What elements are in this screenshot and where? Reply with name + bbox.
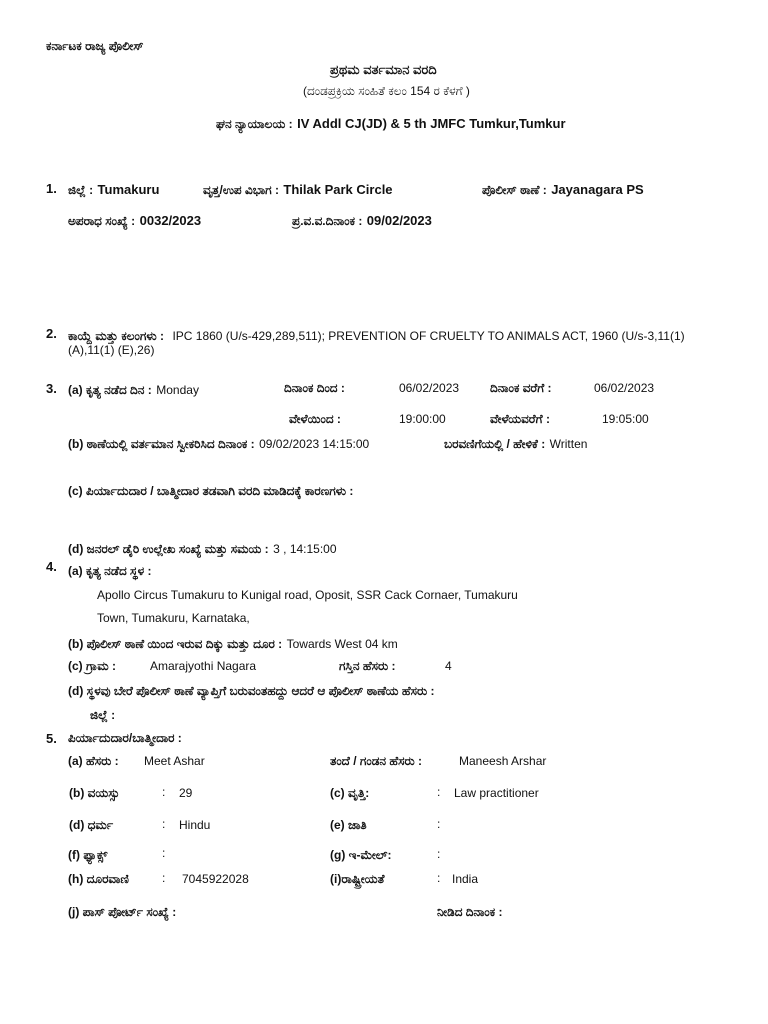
general-diary-value: 3 , 14:15:00 <box>273 542 337 556</box>
district-field <box>68 182 159 198</box>
time-from-label: ವೇಳೆಯಿಂದ : <box>289 412 341 426</box>
acts-label: ಕಾಯ್ದೆ ಮತ್ತು ಕಲಂಗಳು : <box>68 329 164 343</box>
direction-distance-value: Towards West 04 km <box>286 637 398 651</box>
religion-label: (d) ಧರ್ಮ <box>69 818 114 832</box>
beat-value: 4 <box>445 659 452 673</box>
date-from-value: 06/02/2023 <box>399 381 460 395</box>
document-subtitle: (ದಂಡಪ್ರಕ್ರಿಯ ಸಂಹಿತೆ ಕಲಂ 154 ರ ಕೆಳಗೆ ) <box>303 84 470 98</box>
occupation-value: Law practitioner <box>454 786 539 800</box>
fir-date-field <box>292 213 432 229</box>
caste-label: (e) ಜಾತಿ <box>330 818 367 832</box>
info-type-field <box>444 436 587 452</box>
org-name: ಕರ್ನಾಟಕ ರಾಜ್ಯ ಪೊಲೀಸ್ <box>46 39 144 53</box>
date-from-label: ದಿನಾಂಕ ದಿಂದ : <box>284 381 345 395</box>
section-3-number: 3. <box>46 381 57 396</box>
circle-value: Thilak Park Circle <box>283 182 393 197</box>
nationality-label: (i)ರಾಷ್ಟ್ರೀಯತೆ <box>330 872 385 886</box>
name-value: Meet Ashar <box>144 754 205 768</box>
issue-date-label: ನೀಡಿದ ದಿನಾಂಕ : <box>437 905 503 919</box>
place-of-occurrence-label: (a) ಕೃತ್ಯ ನಡೆದ ಸ್ಥಳ : <box>68 564 152 578</box>
phone-value: 7045922028 <box>182 872 249 886</box>
age-colon: : <box>162 785 166 799</box>
other-station-label: (d) ಸ್ಥಳವು ಬೇರೆ ಪೊಲೀಸ್ ಠಾಣೆ ವ್ಯಾಪ್ತಿಗೆ ಬರುವಂತಹದ್ದು ಆದರೆ ಆ ಪೊಲೀಸ್ ಠಾಣೆಯ ಹೆಸರು : <box>68 684 435 698</box>
phone-colon: : <box>162 871 166 885</box>
direction-distance-field <box>68 636 398 652</box>
place-of-occurrence-line-1: Apollo Circus Tumakuru to Kunigal road, Oposit, SSR Cack Cornaer, Tumakuru <box>97 588 518 602</box>
place-of-occurrence-line-2: Town, Tumakuru, Karnataka, <box>97 611 250 625</box>
section-4-number: 4. <box>46 559 57 574</box>
section-2-number: 2. <box>46 326 57 341</box>
fir-date-value: 09/02/2023 <box>366 213 432 228</box>
village-value: Amarajyothi Nagara <box>150 659 257 673</box>
court-value: IV Addl CJ(JD) & 5 th JMFC Tumkur,Tumkur <box>297 116 566 131</box>
circle-label: ವೃತ್ತ/ಉಪ ವಿಭಾಗ : <box>203 183 279 197</box>
circle-field <box>203 182 393 198</box>
occurrence-day-label: (a) ಕೃತ್ಯ ನಡೆದ ದಿನ : <box>68 383 152 397</box>
date-to-value: 06/02/2023 <box>594 381 655 395</box>
district-label: ಜಿಲ್ಲೆ : <box>68 183 94 197</box>
time-to-value: 19:05:00 <box>602 412 649 426</box>
police-station-field <box>482 182 644 198</box>
email-colon: : <box>437 847 441 861</box>
age-label: (b) ವಯಸ್ಸು <box>69 786 120 800</box>
police-station-label: ಪೊಲೀಸ್ ಠಾಣೆ : <box>482 183 547 197</box>
date-to-label: ದಿನಾಂಕ ವರೆಗೆ : <box>490 381 552 395</box>
age-value: 29 <box>179 786 193 800</box>
info-type-label: ಬರವಣಿಗೆಯಲ್ಲಿ / ಹೇಳಿಕೆ : <box>444 437 546 451</box>
crime-number-label: ಅಪರಾಧ ಸಂಖ್ಯೆ : <box>68 214 136 228</box>
village-label: (c) ಗ್ರಾಮ : <box>68 659 116 673</box>
police-station-value: Jayanagara PS <box>551 182 644 197</box>
info-received-label: (b) ಠಾಣೆಯಲ್ಲಿ ವರ್ತಮಾನ ಸ್ವೀಕರಿಸಿದ ದಿನಾಂಕ : <box>68 437 255 451</box>
email-label: (g) ಇ-ಮೇಲ್: <box>330 848 392 862</box>
occurrence-day-field <box>68 382 199 398</box>
acts-value-line-1: IPC 1860 (U/s-429,289,511); PREVENTION OF CRUELTY TO ANIMALS ACT, 1960 (U/s-3,11(1) <box>172 329 685 343</box>
fir-date-label: ಪ್ರ.ವ.ವ.ದಿನಾಂಕ : <box>292 214 363 228</box>
time-to-label: ವೇಳೆಯವರೆಗೆ : <box>490 412 550 426</box>
phone-label: (h) ದೂರವಾಣಿ <box>68 872 129 886</box>
info-type-value: Written <box>549 437 588 451</box>
father-name-value: Maneesh Arshar <box>459 754 547 768</box>
acts-value-line-2: (A),11(1) (E),26) <box>68 343 155 357</box>
document-title: ಪ್ರಥಮ ವರ್ತಮಾನ ವರದಿ <box>330 62 437 77</box>
district-value: Tumakuru <box>97 182 160 197</box>
other-district-label: ಜಿಲ್ಲೆ : <box>90 708 116 722</box>
general-diary-label: (d) ಜನರಲ್ ಡೈರಿ ಉಲ್ಲೇಖ ಸಂಖ್ಯೆ ಮತ್ತು ಸಮಯ : <box>68 542 269 556</box>
religion-colon: : <box>162 817 166 831</box>
occupation-colon: : <box>437 785 441 799</box>
general-diary-field <box>68 541 337 557</box>
nationality-value: India <box>452 872 479 886</box>
beat-label: ಗಸ್ತಿನ ಹೆಸರು : <box>339 659 396 673</box>
name-label: (a) ಹೆಸರು : <box>68 754 119 768</box>
delay-reason-label: (c) ಪಿರ್ಯಾದುದಾರ / ಬಾತ್ಮೀದಾರ ತಡವಾಗಿ ವರದಿ ಮಾಡಿದಕ್ಕೆ ಕಾರಣಗಳು : <box>68 484 354 498</box>
father-name-label: ತಂದೆ / ಗಂಡನ ಹೆಸರು : <box>330 754 423 768</box>
court-row <box>216 116 566 132</box>
fax-colon: : <box>162 846 166 860</box>
occurrence-day-value: Monday <box>156 383 199 397</box>
court-label: ಘನ ನ್ಯಾಯಾಲಯ : <box>216 117 293 131</box>
crime-number-value: 0032/2023 <box>139 213 202 228</box>
nationality-colon: : <box>437 871 441 885</box>
religion-value: Hindu <box>179 818 211 832</box>
occupation-label: (c) ವೃತ್ತಿ: <box>330 786 370 800</box>
section-5-number: 5. <box>46 731 57 746</box>
passport-label: (j) ಪಾಸ್ ಪೋರ್ಟ್ ಸಂಖ್ಯೆ : <box>68 905 177 919</box>
acts-row <box>68 328 685 344</box>
time-from-value: 19:00:00 <box>399 412 446 426</box>
info-received-field <box>68 436 369 452</box>
crime-number-field <box>68 213 201 229</box>
fax-label: (f) ಫ್ಯಾಕ್ಸ್ <box>68 848 108 862</box>
complainant-label: ಪಿರ್ಯಾದುದಾರ/ಬಾತ್ಮೀದಾರ : <box>68 731 182 745</box>
info-received-value: 09/02/2023 14:15:00 <box>259 437 370 451</box>
caste-colon: : <box>437 817 441 831</box>
direction-distance-label: (b) ಪೊಲೀಸ್ ಠಾಣೆ ಯಿಂದ ಇರುವ ದಿಕ್ಕು ಮತ್ತು ದೂರ : <box>68 637 283 651</box>
section-1-number: 1. <box>46 181 57 196</box>
